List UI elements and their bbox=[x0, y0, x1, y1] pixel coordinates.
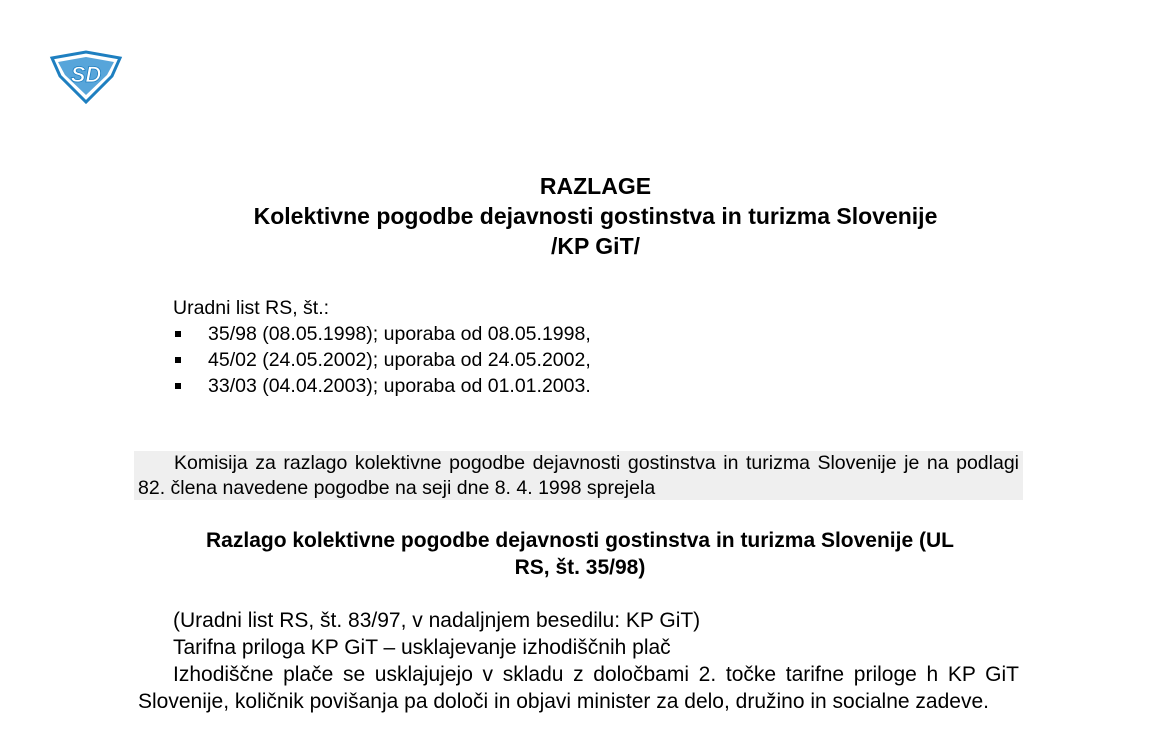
title-main: RAZLAGE bbox=[539, 173, 652, 199]
title-abbreviation: /KP GiT/ bbox=[550, 233, 641, 259]
gazette-entry: 33/03 (04.04.2003); uporaba od 01.01.2003. bbox=[173, 373, 591, 399]
interpretation-heading-line1: Razlago kolektivne pogodbe dejavnosti gostinstva in turizma Slovenije (UL bbox=[206, 529, 954, 552]
body-paragraph: Tarifna priloga KP GiT – usklajevanje izhodiščnih plač bbox=[173, 636, 671, 659]
gazette-references bbox=[173, 295, 591, 399]
document-title bbox=[0, 171, 1157, 261]
square-bullet-icon bbox=[175, 357, 181, 363]
gazette-entry: 45/02 (24.05.2002); uporaba od 24.05.2002, bbox=[173, 347, 591, 373]
body-paragraph: Izhodiščne plače se usklajujejo v skladu z določbami 2. točke tarifne priloge h KP GiT Slovenije, količnik povišanja pa določi in objavi minister za delo, družino in socialne zadeve. bbox=[138, 663, 1019, 713]
gazette-list bbox=[173, 321, 591, 399]
logo-text: SD bbox=[70, 62, 102, 87]
title-subtitle: Kolektivne pogodbe dejavnosti gostinstva in turizma Slovenije bbox=[253, 203, 938, 229]
interpretation-heading bbox=[138, 527, 1022, 581]
gazette-label: Uradni list RS, št.: bbox=[173, 297, 330, 319]
interpretation-body bbox=[138, 607, 1019, 715]
square-bullet-icon bbox=[175, 331, 181, 337]
commission-statement bbox=[134, 451, 1023, 500]
interpretation-heading-line2: RS, št. 35/98) bbox=[514, 556, 646, 579]
body-paragraph: (Uradni list RS, št. 83/97, v nadaljnjem besedilu: KP GiT) bbox=[173, 609, 701, 632]
gazette-entry: 35/98 (08.05.1998); uporaba od 08.05.1998, bbox=[173, 321, 591, 347]
square-bullet-icon bbox=[175, 383, 181, 389]
commission-text: Komisija za razlago kolektivne pogodbe dejavnosti gostinstva in turizma Slovenije je na podlagi 82. člena navedene pogodbe na seji dne 8. 4. 1998 sprejela bbox=[138, 452, 1019, 499]
sd-logo bbox=[48, 50, 124, 104]
